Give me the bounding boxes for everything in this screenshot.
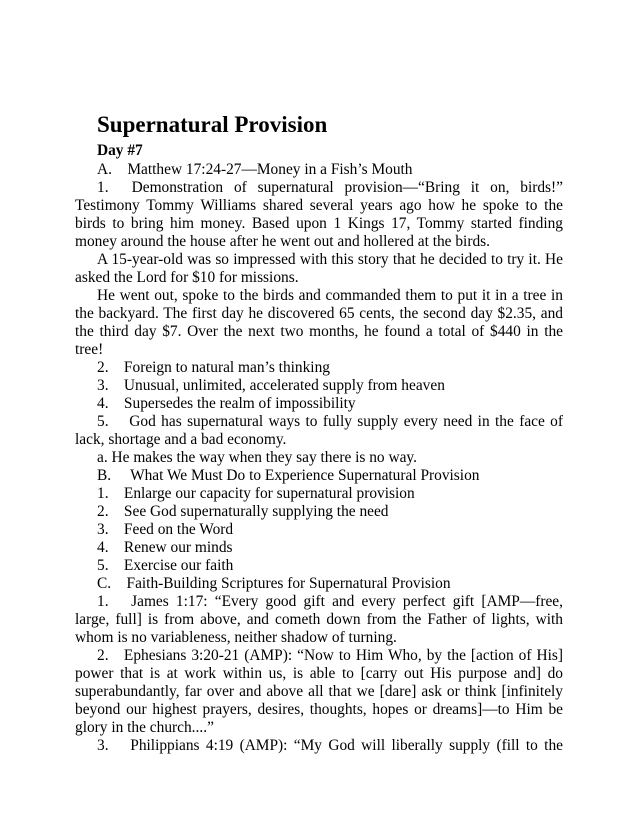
scripture-ephesians: 2. Ephesians 3:20-21 (AMP): “Now to Him Who, by the [action of His] power that is at work within us, is able to [carry out His purpose and] do superabundantly, far over and above all that we [dare] ask or think [infinitely beyond our highest prayers, desires, thoughts, hopes or dreams]—to Him be glory in the church....” (75, 647, 563, 736)
point-a5: 5. God has supernatural ways to fully supply every need in the face of lack, shortage and a bad economy. (75, 413, 563, 448)
point-b3: 3. Feed on the Word (97, 521, 234, 538)
point-b5: 5. Exercise our faith (97, 557, 234, 574)
point-a4: 4. Supersedes the realm of impossibility (97, 395, 356, 412)
point-b2: 2. See God supernaturally supplying the need (97, 503, 389, 520)
point-a2: 2. Foreign to natural man’s thinking (97, 359, 330, 376)
point-a3: 3. Unusual, unlimited, accelerated supply from heaven (97, 377, 445, 394)
scripture-james: 1. James 1:17: “Every good gift and every perfect gift [AMP—free, large, full] is from above, and cometh down from the Father of lights, with whom is no variableness, neither shadow of turning. (75, 593, 563, 646)
point-a5-sub-a: a. He makes the way when they say there is no way. (97, 449, 417, 466)
story-paragraph-2: He went out, spoke to the birds and commanded them to put it in a tree in the backyard. The first day he discovered 65 cents, the second day $2.35, and the third day $7. Over the next two months, he found a total of $440 in the tree! (75, 287, 563, 358)
heading-a: A. Matthew 17:24-27—Money in a Fish’s Mouth (97, 161, 413, 178)
heading-b: B. What We Must Do to Experience Supernatural Provision (97, 467, 480, 484)
heading-c: C. Faith-Building Scriptures for Supernatural Provision (97, 575, 451, 592)
document-page (75, 112, 563, 755)
point-b1: 1. Enlarge our capacity for supernatural provision (97, 485, 415, 502)
point-a1-paragraph: 1. Demonstration of supernatural provision—“Bring it on, birds!” Testimony Tommy Williams shared several years ago how he spoke to the birds to bring him money. Based upon 1 Kings 17, Tommy started finding money around the house after he went out and hollered at the birds. (75, 179, 563, 250)
day-label: Day #7 (97, 142, 143, 159)
scripture-philippians: 3. Philippians 4:19 (AMP): “My God will liberally supply (fill to the (97, 737, 563, 754)
story-paragraph-1: A 15-year-old was so impressed with this story that he decided to try it. He asked the Lord for $10 for missions. (75, 251, 563, 286)
page-title: Supernatural Provision (97, 112, 328, 137)
point-b4: 4. Renew our minds (97, 539, 233, 556)
